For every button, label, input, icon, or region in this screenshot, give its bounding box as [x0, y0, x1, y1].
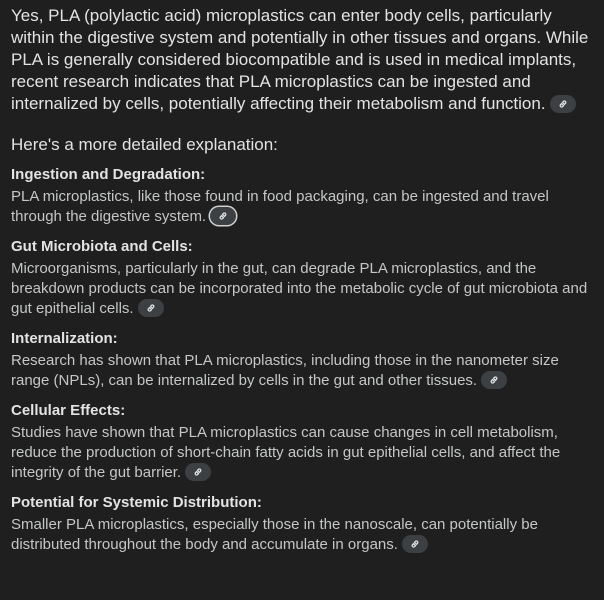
section-internalization [11, 329, 599, 391]
section-systemic-distribution [11, 493, 599, 555]
section-cellular-effects [11, 401, 599, 483]
section-body [11, 423, 599, 483]
section-body-text: Studies have shown that PLA microplastics can cause changes in cell metabolism, reduce the production of short-chain fatty acids in gut epithelial cells, and affect the integrity of the gut barrier. [11, 424, 561, 481]
section-body [11, 515, 599, 555]
source-link-button[interactable] [550, 95, 576, 113]
section-title: Cellular Effects: [11, 402, 126, 419]
source-link-button[interactable] [402, 535, 428, 553]
section-body-text: Smaller PLA microplastics, especially those in the nanoscale, can potentially be distributed throughout the body and accumulate in organs. [11, 516, 538, 553]
section-gut-microbiota [11, 237, 599, 319]
link-icon [146, 303, 156, 313]
section-body-text: Research has shown that PLA microplastics, including those in the nanometer size range (NPLs), can be internalized by cells in the gut and other tissues. [11, 352, 559, 389]
link-icon [558, 99, 568, 109]
section-body [11, 187, 599, 227]
source-link-button[interactable] [185, 463, 211, 481]
link-icon [410, 539, 420, 549]
link-icon [489, 375, 499, 385]
link-icon [218, 211, 228, 221]
intro-paragraph [11, 5, 599, 115]
section-title: Potential for Systemic Distribution: [11, 494, 262, 511]
intro-text: Yes, PLA (polylactic acid) microplastics can enter body cells, particularly within the digestive system and potentially in other tissues and organs. While PLA is generally considered biocompatible and is used in medical implants, recent research indicates that PLA microplastics can be ingested and internalized by cells, potentially affecting their metabolism and function. [11, 6, 589, 113]
response-container [11, 5, 599, 565]
section-title: Ingestion and Degradation: [11, 166, 206, 183]
source-link-button[interactable] [210, 207, 236, 225]
section-body-text: Microorganisms, particularly in the gut, can degrade PLA microplastics, and the breakdown products can be incorporated into the metabolic cycle of gut microbiota and gut epithelial cells. [11, 260, 588, 317]
link-icon [193, 467, 203, 477]
section-body [11, 259, 599, 319]
section-ingestion [11, 165, 599, 227]
explanation-heading: Here's a more detailed explanation: [11, 135, 278, 154]
source-link-button[interactable] [481, 371, 507, 389]
section-body-text: PLA microplastics, like those found in food packaging, can be ingested and travel through the digestive system. [11, 188, 549, 225]
section-title: Internalization: [11, 330, 118, 347]
section-body [11, 351, 599, 391]
source-link-button[interactable] [138, 299, 164, 317]
section-title: Gut Microbiota and Cells: [11, 238, 193, 255]
